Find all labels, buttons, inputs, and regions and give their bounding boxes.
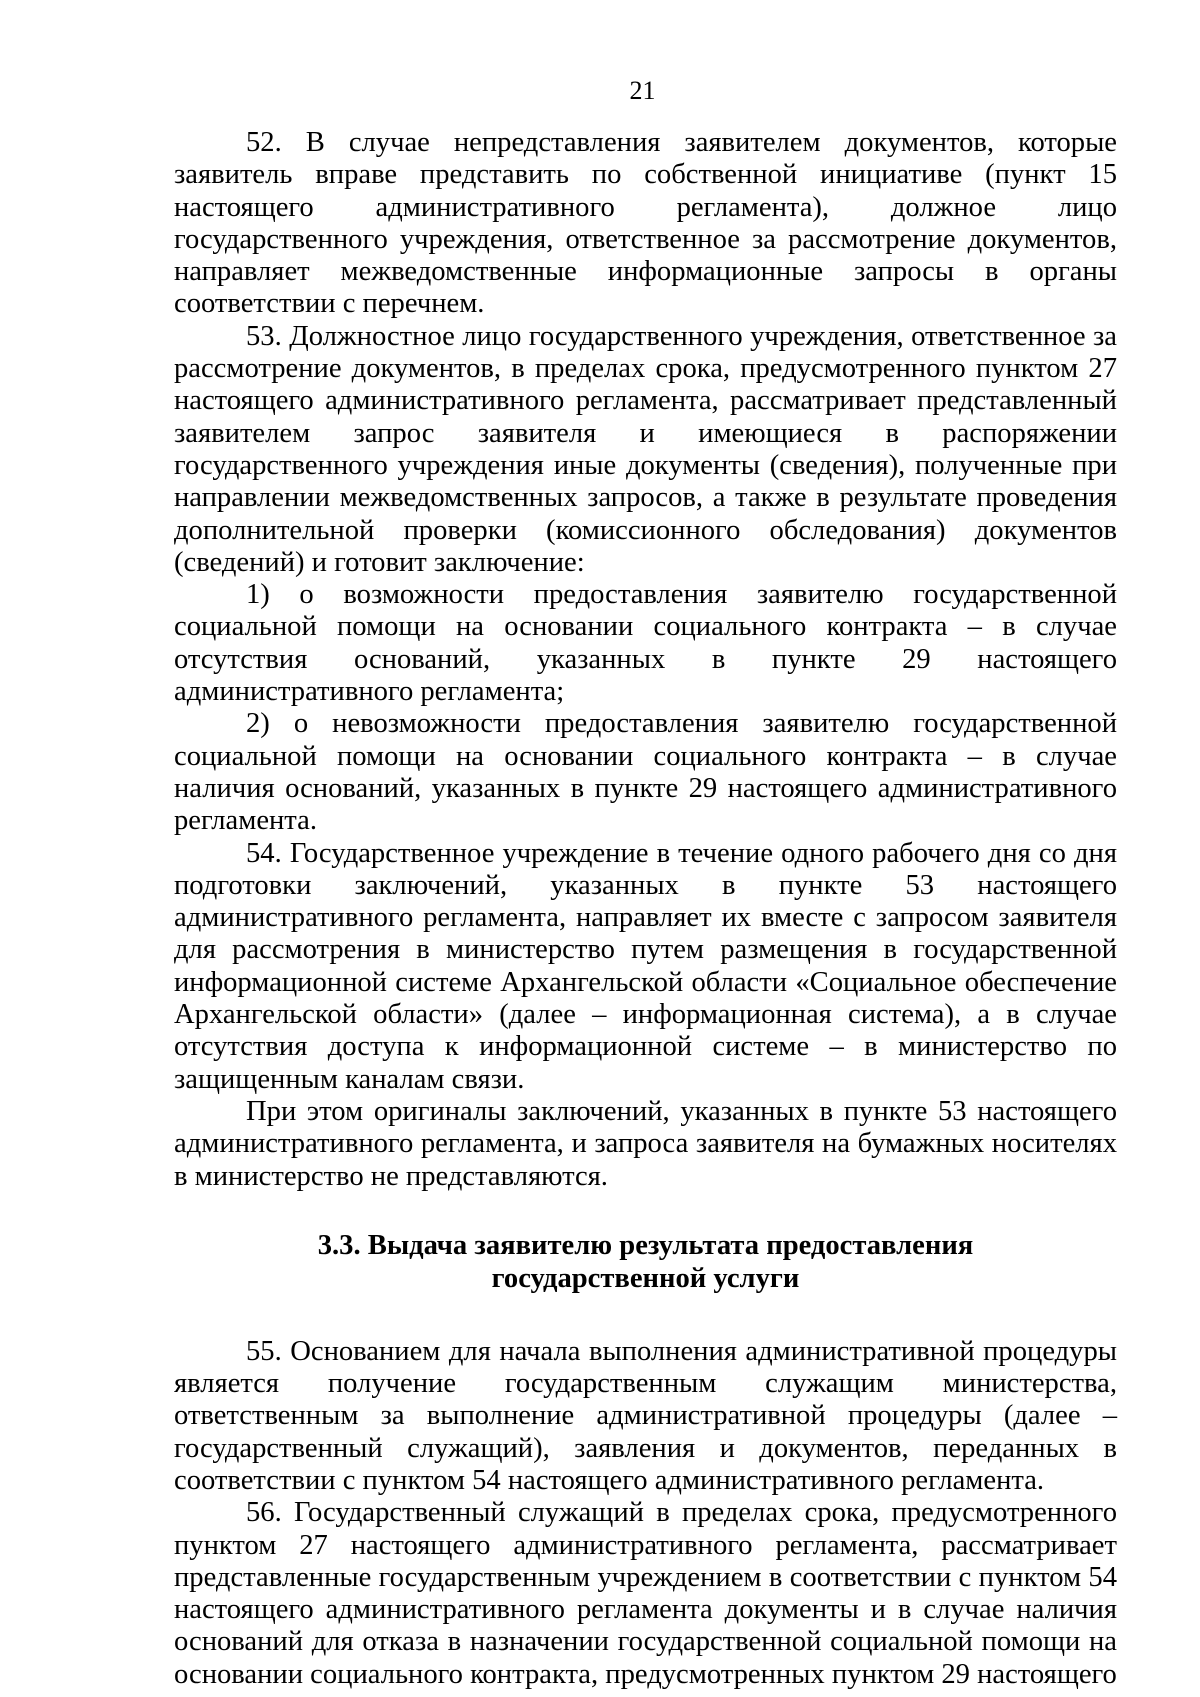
paragraph-53-item-2: 2) о невозможности предоставления заявителю государственной социальной помощи на основании социального контракта – в случае наличия оснований, указанных в пункте 29 настоящего административного регламента. [174, 708, 1117, 837]
section-heading [174, 1229, 1117, 1295]
paragraph-53-item-1: 1) о возможности предоставления заявителю государственной социальной помощи на основании социального контракта – в случае отсутствия оснований, указанных в пункте 29 настоящего административного регламента; [174, 579, 1117, 708]
paragraph-53: 53. Должностное лицо государственного учреждения, ответственное за рассмотрение документов, в пределах срока, предусмотренного пунктом 27 настоящего административного регламента, рассматривает представленный заявителем запрос заявителя и имеющиеся в распоряжении государственного учреждения иные документы (сведения), полученные при направлении межведомственных запросов, а также в результате проведения дополнительной проверки (комиссионного обследования) документов (сведений) и готовит заключение: [174, 320, 1117, 578]
section-heading-line-2: государственной услуги [491, 1262, 800, 1294]
paragraph-54: 54. Государственное учреждение в течение одного рабочего дня со дня подготовки заключений, указанных в пункте 53 настоящего административного регламента, направляет их вместе с запросом заявителя для рассмотрения в министерство путем размещения в государственной информационной системе Архангельской области «Социальное обеспечение Архангельской области» (далее – информационная система), а в случае отсутствия доступа к информационной системе – в министерство по защищенным каналам связи. [174, 837, 1117, 1095]
paragraph-52: 52. В случае непредставления заявителем документов, которые заявитель вправе представить по собственной инициативе (пункт 15 настоящего административного регламента), должное лицо государственного учреждения, ответственное за рассмотрение документов, направляет межведомственные информационные запросы в органы соответствии с перечнем. [174, 127, 1117, 320]
paragraph-54-note: При этом оригиналы заключений, указанных в пункте 53 настоящего административного регламента, и запроса заявителя на бумажных носителях в министерство не представляются. [174, 1095, 1117, 1192]
paragraph-56: 56. Государственный служащий в пределах срока, предусмотренного пунктом 27 настоящего административного регламента, рассматривает представленные государственным учреждением в соответствии с пунктом 54 настоящего административного регламента документы и в случае наличия оснований для отказа в назначении государственной социальной помощи на основании социального контракта, предусмотренных пунктом 29 настоящего [174, 1497, 1117, 1690]
page-number: 21 [629, 76, 656, 105]
document-body [174, 127, 1117, 1691]
section-heading-line-1: 3.3. Выдача заявителю результата предоставления [317, 1229, 974, 1261]
paragraph-55: 55. Основанием для начала выполнения административной процедуры является получение государственным служащим министерства, ответственным за выполнение административной процедуры (далее – государственный служащий), заявления и документов, переданных в соответствии с пунктом 54 настоящего административного регламента. [174, 1335, 1117, 1496]
